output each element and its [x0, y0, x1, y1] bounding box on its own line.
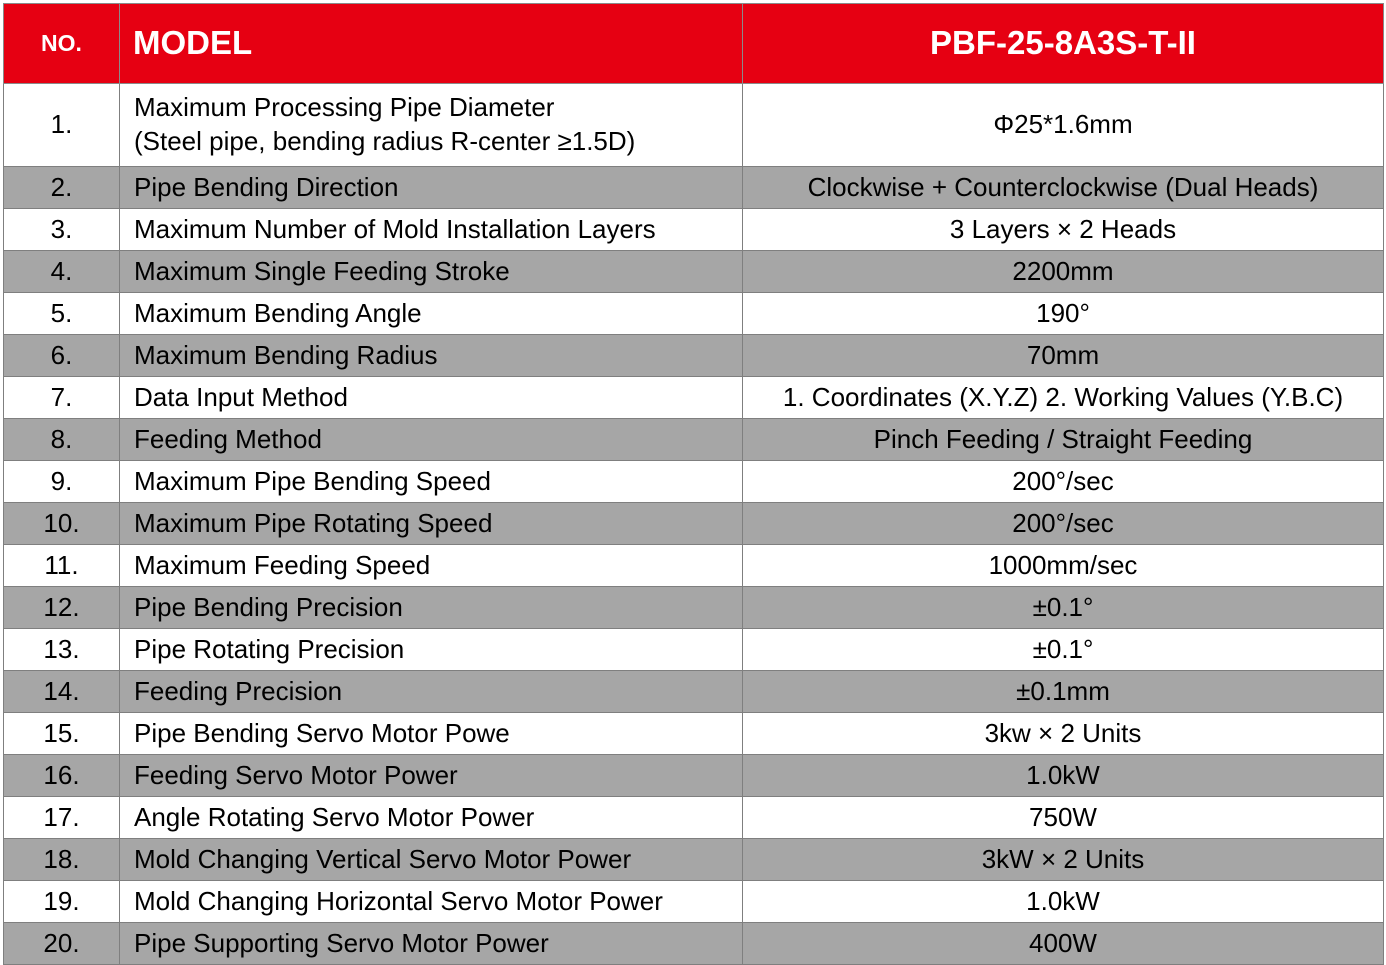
row-number: 5.: [4, 293, 120, 335]
row-value: ±0.1°: [743, 587, 1384, 629]
row-value: 200°/sec: [743, 503, 1384, 545]
row-number: 10.: [4, 503, 120, 545]
row-value: ±0.1°: [743, 629, 1384, 671]
row-item: Data Input Method: [120, 377, 743, 419]
row-value: 1000mm/sec: [743, 545, 1384, 587]
row-item: [120, 84, 743, 167]
table-row: [4, 461, 1384, 503]
row-item: Pipe Bending Servo Motor Powe: [120, 713, 743, 755]
table-row: [4, 419, 1384, 461]
row-value: ±0.1mm: [743, 671, 1384, 713]
row-number: 16.: [4, 755, 120, 797]
table-row: [4, 251, 1384, 293]
row-number: 14.: [4, 671, 120, 713]
row-number: 1.: [4, 84, 120, 167]
row-number: 12.: [4, 587, 120, 629]
row-value: 3kW × 2 Units: [743, 839, 1384, 881]
table-row: [4, 377, 1384, 419]
row-number: 20.: [4, 923, 120, 965]
row-number: 3.: [4, 209, 120, 251]
row-item-line-2: (Steel pipe, bending radius R-center ≥1.5D): [134, 126, 636, 156]
table-row: [4, 545, 1384, 587]
table-row: [4, 839, 1384, 881]
row-value: 2200mm: [743, 251, 1384, 293]
table-row: [4, 881, 1384, 923]
row-item: Feeding Servo Motor Power: [120, 755, 743, 797]
row-value: 1. Coordinates (X.Y.Z) 2. Working Values (Y.B.C): [743, 377, 1384, 419]
row-value: 200°/sec: [743, 461, 1384, 503]
row-value: 3kw × 2 Units: [743, 713, 1384, 755]
row-item: Maximum Number of Mold Installation Layers: [120, 209, 743, 251]
table-row: [4, 209, 1384, 251]
table-row: [4, 587, 1384, 629]
row-item: Maximum Feeding Speed: [120, 545, 743, 587]
row-number: 13.: [4, 629, 120, 671]
table-row: [4, 293, 1384, 335]
row-value: 190°: [743, 293, 1384, 335]
row-item: Pipe Bending Precision: [120, 587, 743, 629]
row-item: Mold Changing Vertical Servo Motor Power: [120, 839, 743, 881]
row-value: 1.0kW: [743, 881, 1384, 923]
header-model-label: MODEL: [120, 4, 743, 84]
row-item: Pipe Bending Direction: [120, 167, 743, 209]
row-item: Maximum Pipe Bending Speed: [120, 461, 743, 503]
table-row: [4, 671, 1384, 713]
row-number: 6.: [4, 335, 120, 377]
row-value: Φ25*1.6mm: [743, 84, 1384, 167]
table-row: [4, 629, 1384, 671]
row-number: 2.: [4, 167, 120, 209]
table-row: [4, 167, 1384, 209]
row-number: 8.: [4, 419, 120, 461]
table-row: [4, 335, 1384, 377]
row-value: 3 Layers × 2 Heads: [743, 209, 1384, 251]
row-value: 1.0kW: [743, 755, 1384, 797]
row-item: Maximum Bending Radius: [120, 335, 743, 377]
spec-table: [3, 3, 1384, 965]
row-value: 400W: [743, 923, 1384, 965]
header-model-value: PBF-25-8A3S-T-II: [743, 4, 1384, 84]
row-item: Pipe Supporting Servo Motor Power: [120, 923, 743, 965]
table-row: [4, 797, 1384, 839]
row-number: 19.: [4, 881, 120, 923]
row-item: Feeding Method: [120, 419, 743, 461]
row-item: Mold Changing Horizontal Servo Motor Power: [120, 881, 743, 923]
row-value: 750W: [743, 797, 1384, 839]
table-row: [4, 503, 1384, 545]
row-number: 4.: [4, 251, 120, 293]
table-row: [4, 84, 1384, 167]
row-item: Maximum Single Feeding Stroke: [120, 251, 743, 293]
header-no: NO.: [4, 4, 120, 84]
row-value: Pinch Feeding / Straight Feeding: [743, 419, 1384, 461]
row-item: Maximum Pipe Rotating Speed: [120, 503, 743, 545]
row-item: Feeding Precision: [120, 671, 743, 713]
row-value: Clockwise + Counterclockwise (Dual Heads): [743, 167, 1384, 209]
table-row: [4, 755, 1384, 797]
row-number: 17.: [4, 797, 120, 839]
row-number: 7.: [4, 377, 120, 419]
table-row: [4, 713, 1384, 755]
row-item: Pipe Rotating Precision: [120, 629, 743, 671]
row-number: 11.: [4, 545, 120, 587]
row-number: 18.: [4, 839, 120, 881]
row-number: 15.: [4, 713, 120, 755]
row-number: 9.: [4, 461, 120, 503]
row-item: Maximum Bending Angle: [120, 293, 743, 335]
row-item: Angle Rotating Servo Motor Power: [120, 797, 743, 839]
header-row: [4, 4, 1384, 84]
row-value: 70mm: [743, 335, 1384, 377]
table-row: [4, 923, 1384, 965]
row-item-line-1: Maximum Processing Pipe Diameter: [134, 92, 555, 123]
